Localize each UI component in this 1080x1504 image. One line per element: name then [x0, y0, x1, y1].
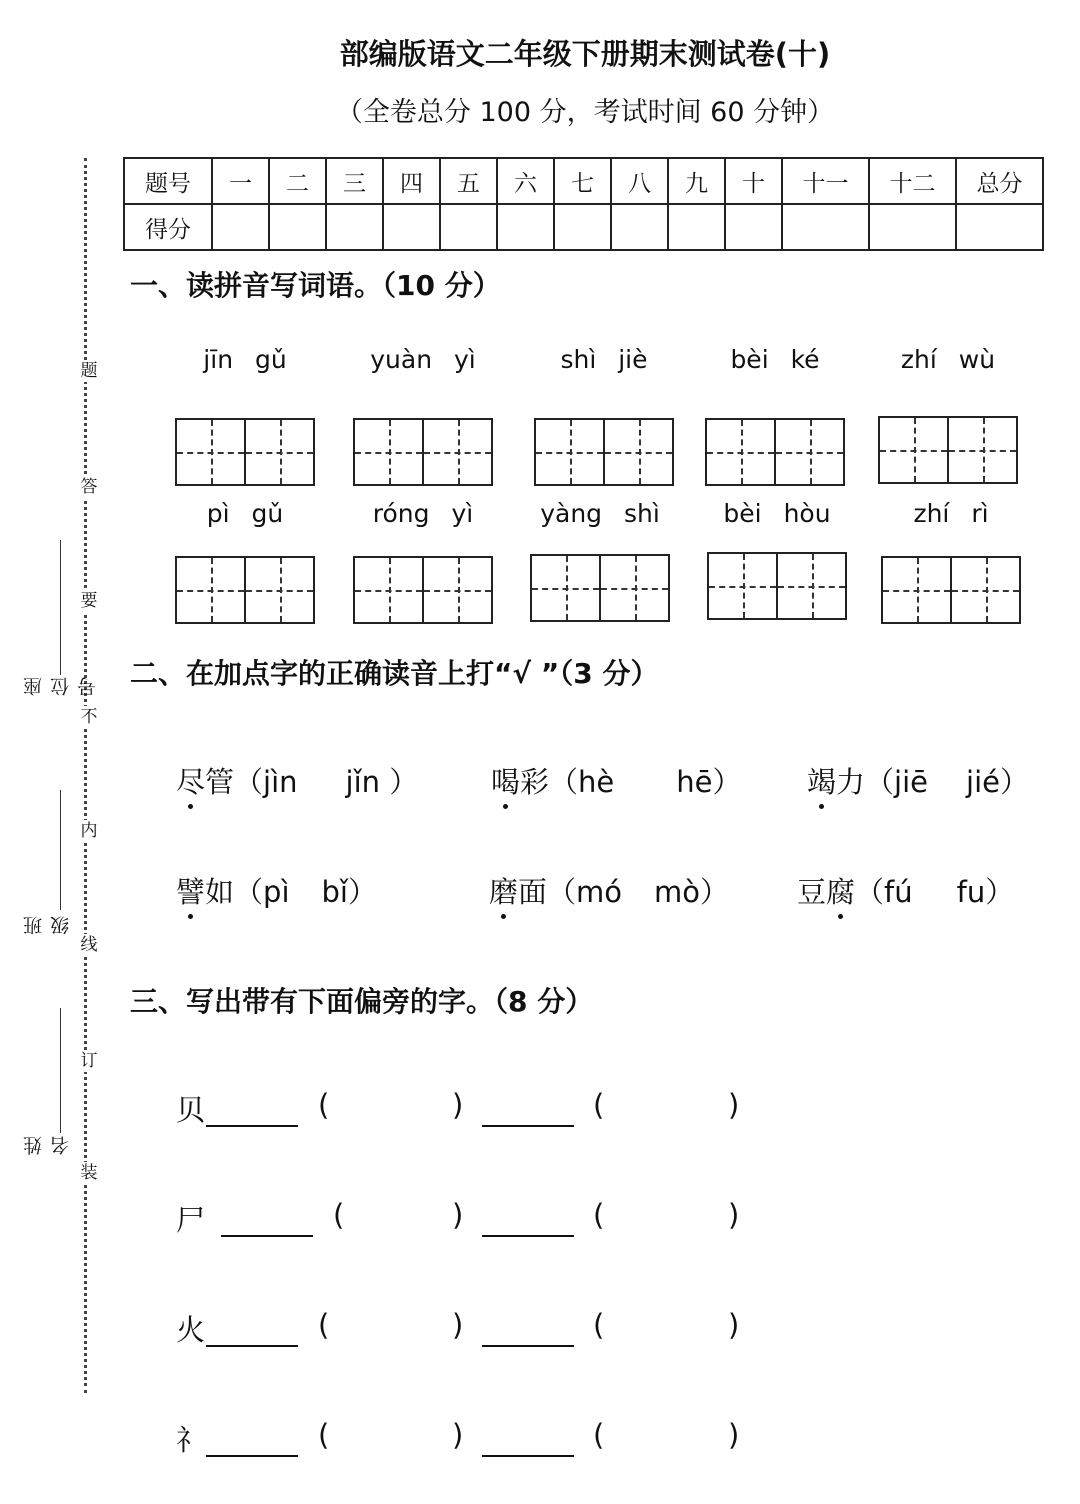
option-b[interactable]: fu [956, 875, 986, 909]
word-rest: 管 [205, 765, 235, 799]
pinyin-text: róng yì [372, 499, 474, 528]
score-input-cell[interactable] [440, 204, 497, 250]
option-b[interactable]: hē [676, 765, 713, 799]
section3-heading: 三、写出带有下面偏旁的字。（8 分） [130, 985, 594, 1018]
pinyin-text: yuàn yì [370, 345, 476, 374]
score-cell: 七 [554, 158, 611, 204]
score-table [123, 157, 1044, 251]
binding-char: 题 [78, 360, 100, 382]
word-rest: 彩 [520, 765, 550, 799]
dotted-char: 竭 [807, 760, 836, 801]
answer-blank[interactable] [482, 1235, 574, 1237]
pinyin-text: shì jiè [560, 345, 648, 374]
option-b[interactable]: jǐn [345, 765, 381, 799]
pinyin-item [165, 344, 325, 376]
name-label: 姓名 [23, 1135, 72, 1155]
radical-char: 礻 [176, 1423, 206, 1457]
pinyin-item [524, 344, 684, 376]
answer-blank[interactable] [221, 1235, 313, 1237]
binding-char: 订 [78, 1050, 100, 1072]
score-cell: 三 [326, 158, 383, 204]
score-input-cell[interactable] [212, 204, 269, 250]
score-row-label: 得分 [124, 204, 212, 250]
option-a[interactable]: hè [578, 765, 615, 799]
pinyin-text: zhí rì [913, 499, 989, 528]
radical-char: 尸 [176, 1203, 206, 1237]
radical-char: 火 [176, 1313, 206, 1347]
seat-number-label: 座位号 [23, 676, 99, 696]
binding-char: 答 [78, 476, 100, 498]
paren-close: ) [728, 1418, 740, 1452]
answer-blank[interactable] [206, 1455, 298, 1457]
pinyin-text: pì gǔ [206, 499, 284, 528]
writing-grid[interactable] [534, 418, 674, 486]
pinyin-item [520, 498, 680, 530]
exam-subtitle: （全卷总分 100 分，考试时间 60 分钟） [335, 97, 835, 128]
option-a[interactable]: fú [884, 875, 913, 909]
dotted-char: 喝 [491, 760, 520, 801]
writing-grid[interactable] [353, 556, 493, 624]
dotted-char: 譬 [176, 870, 205, 911]
paren-open: ( [318, 1308, 330, 1342]
pinyin-item [697, 498, 857, 530]
score-input-cell[interactable] [668, 204, 725, 250]
pinyin-item [343, 344, 503, 376]
section2-heading: 二、在加点字的正确读音上打“√ ”（3 分） [130, 657, 659, 690]
score-cell: 六 [497, 158, 554, 204]
pinyin-item [165, 498, 325, 530]
radical-char: 贝 [176, 1093, 206, 1127]
pinyin-text: jīn gǔ [203, 345, 287, 374]
score-cell: 二 [269, 158, 326, 204]
pinyin-item [343, 498, 503, 530]
dotted-char: 磨 [489, 870, 518, 911]
pinyin-item [695, 344, 855, 376]
dotted-char: 腐 [826, 870, 855, 911]
pinyin-item [868, 344, 1028, 376]
binding-char: 装 [78, 1162, 100, 1184]
score-input-cell[interactable] [611, 204, 668, 250]
binding-char: 内 [78, 820, 100, 842]
seat-number-line[interactable] [60, 540, 61, 675]
score-input-cell[interactable] [497, 204, 554, 250]
score-cell: 四 [383, 158, 440, 204]
score-cell: 十一 [782, 158, 869, 204]
score-cell: 五 [440, 158, 497, 204]
pinyin-text: bèi ké [730, 345, 820, 374]
word-rest: 力 [836, 765, 866, 799]
answer-blank[interactable] [482, 1125, 574, 1127]
class-label: 班级 [23, 915, 72, 935]
reading-item: 豆腐（fú fu） [797, 870, 1014, 911]
exam-title: 部编版语文二年级下册期末测试卷(十) [339, 37, 831, 71]
score-input-cell[interactable] [383, 204, 440, 250]
paren-open: ( [593, 1308, 605, 1342]
score-input-cell[interactable] [326, 204, 383, 250]
reading-item: 竭力（jiē jié） [807, 760, 1029, 801]
reading-item: 磨面（mó mò） [489, 870, 729, 911]
paren-close: ) [452, 1088, 464, 1122]
score-cell: 十 [725, 158, 782, 204]
paren-open: ( [318, 1418, 330, 1452]
option-b[interactable]: mò [654, 875, 701, 909]
option-a[interactable]: pì [263, 875, 290, 909]
word-rest: 豆 [797, 875, 827, 909]
score-input-cell[interactable] [269, 204, 326, 250]
writing-grid[interactable] [881, 556, 1021, 624]
paren-open: ( [593, 1088, 605, 1122]
paren-close: ) [728, 1088, 740, 1122]
score-table-score-row [124, 204, 1043, 250]
dotted-char: 尽 [176, 760, 205, 801]
score-cell: 题号 [124, 158, 212, 204]
score-input-cell[interactable] [725, 204, 782, 250]
pinyin-text: yàng shì [540, 499, 660, 528]
answer-blank[interactable] [206, 1125, 298, 1127]
option-a[interactable]: mó [576, 875, 623, 909]
paren-close: ) [452, 1308, 464, 1342]
score-cell: 八 [611, 158, 668, 204]
paren-close: ) [452, 1198, 464, 1232]
binding-char: 线 [78, 934, 100, 956]
score-cell: 九 [668, 158, 725, 204]
paren-open: ( [333, 1198, 345, 1232]
score-input-cell[interactable] [554, 204, 611, 250]
section1-heading: 一、读拼音写词语。（10 分） [130, 269, 501, 302]
score-cell: 总分 [956, 158, 1043, 204]
score-table-header-row [124, 158, 1043, 204]
writing-grid[interactable] [530, 554, 670, 622]
binding-char: 不 [78, 706, 100, 728]
word-rest: 面 [518, 875, 548, 909]
paren-open: ( [318, 1088, 330, 1122]
answer-blank[interactable] [482, 1455, 574, 1457]
pinyin-text: bèi hòu [723, 499, 831, 528]
reading-item: 喝彩（hè hē） [491, 760, 742, 801]
class-line[interactable] [60, 790, 61, 910]
score-input-cell[interactable] [956, 204, 1043, 250]
writing-grid[interactable] [878, 416, 1018, 484]
score-input-cell[interactable] [869, 204, 956, 250]
writing-grid[interactable] [175, 418, 315, 486]
option-b[interactable]: bǐ [321, 875, 348, 909]
score-cell: 一 [212, 158, 269, 204]
word-rest: 如 [205, 875, 235, 909]
option-a[interactable]: jìn [263, 765, 298, 799]
option-a[interactable]: jiē [894, 765, 929, 799]
writing-grid[interactable] [353, 418, 493, 486]
pinyin-item [871, 498, 1031, 530]
binding-dotted-line [84, 158, 87, 1393]
name-line[interactable] [60, 1008, 61, 1133]
paren-close: ) [452, 1418, 464, 1452]
binding-char: 要 [78, 590, 100, 612]
writing-grid[interactable] [705, 418, 845, 486]
pinyin-text: zhí wù [900, 345, 996, 374]
paren-open: ( [593, 1198, 605, 1232]
paren-close: ) [728, 1198, 740, 1232]
answer-blank[interactable] [482, 1345, 574, 1347]
answer-blank[interactable] [206, 1345, 298, 1347]
writing-grid[interactable] [175, 556, 315, 624]
option-b[interactable]: jié [966, 765, 1000, 799]
paren-open: ( [593, 1418, 605, 1452]
reading-item: 譬如（pì bǐ） [176, 870, 377, 911]
reading-item: 尽管（jìn jǐn ） [176, 760, 418, 801]
score-input-cell[interactable] [782, 204, 869, 250]
writing-grid[interactable] [707, 552, 847, 620]
paren-close: ) [728, 1308, 740, 1342]
score-cell: 十二 [869, 158, 956, 204]
